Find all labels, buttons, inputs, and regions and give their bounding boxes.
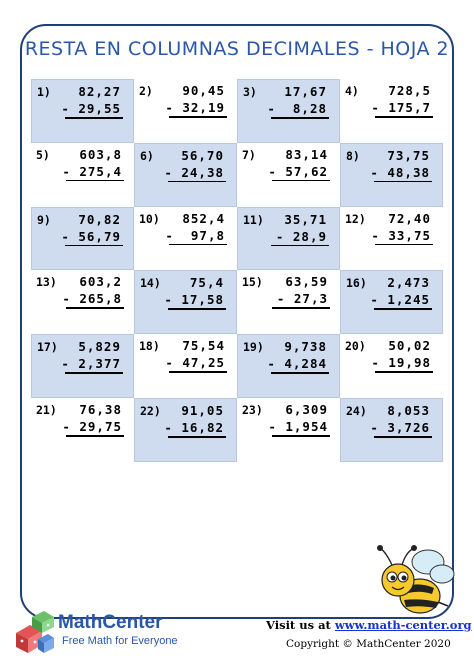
minuend: 82,27 xyxy=(78,84,121,99)
problem-cell xyxy=(340,79,443,143)
problem-number: 20) xyxy=(345,339,366,354)
answer-rule xyxy=(66,180,124,182)
problem-number: 15) xyxy=(242,275,263,290)
problem-cell xyxy=(237,143,340,207)
subtrahend: - 28,9 xyxy=(275,228,327,244)
minuend: 603,8 xyxy=(79,146,122,162)
problem-cell xyxy=(134,79,237,143)
problem-cell xyxy=(31,79,134,143)
subtrahend: - 4,284 xyxy=(267,356,327,372)
minuend: 75,4 xyxy=(189,275,224,291)
problem-number: 2) xyxy=(139,84,153,98)
problem-cell xyxy=(31,143,134,207)
problem-cell xyxy=(340,207,443,271)
minuend: 8,053 xyxy=(387,403,430,418)
minuend: 2,473 xyxy=(387,275,430,291)
minuend: 72,40 xyxy=(388,210,431,226)
problem-number: 8) xyxy=(346,148,360,163)
subtrahend: - 3,726 xyxy=(370,420,430,435)
minuend: 73,75 xyxy=(387,147,430,163)
answer-rule xyxy=(374,181,432,183)
minuend: 76,38 xyxy=(79,402,122,417)
problem-cell xyxy=(237,207,340,271)
answer-rule xyxy=(65,372,123,374)
minuend: 603,2 xyxy=(79,274,122,290)
minuend: 91,05 xyxy=(181,403,224,418)
subtrahend: - 29,55 xyxy=(61,101,121,116)
answer-rule xyxy=(374,436,432,438)
problem-number: 5) xyxy=(36,147,50,162)
answer-rule xyxy=(272,435,330,437)
answer-rule xyxy=(66,435,124,437)
answer-rule xyxy=(65,245,123,247)
minuend: 83,14 xyxy=(285,146,328,162)
answer-rule xyxy=(375,371,433,373)
answer-rule xyxy=(272,307,330,309)
answer-rule xyxy=(168,436,226,438)
problem-number: 4) xyxy=(345,84,359,98)
subtrahend: - 32,19 xyxy=(165,100,225,115)
problem-number: 21) xyxy=(36,403,57,417)
answer-rule xyxy=(374,308,432,310)
subtrahend: - 56,79 xyxy=(61,228,121,244)
minuend: 56,70 xyxy=(181,147,224,163)
subtrahend: - 48,38 xyxy=(370,164,430,180)
subtrahend: - 2,377 xyxy=(61,356,121,372)
subtrahend: - 275,4 xyxy=(62,163,122,179)
problem-cell xyxy=(134,270,237,334)
answer-rule xyxy=(169,371,227,373)
answer-rule xyxy=(271,117,329,119)
problem-number: 23) xyxy=(242,403,263,417)
problem-number: 19) xyxy=(243,340,264,355)
problem-number: 22) xyxy=(140,404,161,418)
problem-number: 7) xyxy=(242,147,256,162)
answer-rule xyxy=(65,117,123,119)
answer-rule xyxy=(169,116,227,118)
problem-number: 9) xyxy=(37,212,51,227)
minuend: 5,829 xyxy=(78,339,121,355)
minuend: 70,82 xyxy=(78,211,121,227)
minuend: 50,02 xyxy=(388,338,431,354)
problem-number: 16) xyxy=(346,276,367,291)
answer-rule xyxy=(66,307,124,309)
problem-number: 13) xyxy=(36,275,57,290)
bee-icon xyxy=(368,540,460,622)
copyright: Copyright © MathCenter 2020 xyxy=(286,638,451,650)
problem-cell xyxy=(31,207,134,271)
subtrahend: - 175,7 xyxy=(371,100,431,115)
subtrahend: - 24,38 xyxy=(164,164,224,180)
problem-cell xyxy=(237,79,340,143)
problem-cell xyxy=(31,270,134,334)
subtrahend: - 97,8 xyxy=(165,227,225,243)
dice-logo-icon xyxy=(10,611,54,655)
problem-number: 14) xyxy=(140,276,161,291)
answer-rule xyxy=(375,244,433,246)
subtrahend: - 19,98 xyxy=(371,355,431,371)
problem-number: 18) xyxy=(139,339,160,354)
subtrahend: - 8,28 xyxy=(267,101,327,116)
problem-cell xyxy=(340,334,443,398)
problem-number: 24) xyxy=(346,404,367,418)
subtrahend: - 1,245 xyxy=(370,292,430,308)
minuend: 728,5 xyxy=(388,83,431,98)
problem-cell xyxy=(237,270,340,334)
problem-grid xyxy=(31,79,443,462)
visit-prefix: Visit us at xyxy=(266,618,331,632)
subtrahend: - 27,3 xyxy=(276,291,328,307)
problem-cell xyxy=(340,270,443,334)
minuend: 852,4 xyxy=(182,210,225,226)
answer-rule xyxy=(375,116,433,118)
answer-rule xyxy=(169,244,227,246)
problem-number: 3) xyxy=(243,85,257,99)
minuend: 75,54 xyxy=(182,338,225,354)
problem-cell xyxy=(134,143,237,207)
subtrahend: - 16,82 xyxy=(164,420,224,435)
answer-rule xyxy=(272,180,330,182)
problem-cell xyxy=(31,334,134,398)
problem-number: 1) xyxy=(37,85,51,99)
problem-cell xyxy=(31,398,134,462)
problem-cell xyxy=(340,398,443,462)
subtrahend: - 33,75 xyxy=(371,227,431,243)
problem-number: 10) xyxy=(139,211,160,226)
problem-cell xyxy=(134,207,237,271)
minuend: 9,738 xyxy=(284,339,327,355)
problem-number: 6) xyxy=(140,148,154,163)
problem-cell xyxy=(134,334,237,398)
problem-number: 12) xyxy=(345,211,366,226)
brand-name: MathCenter xyxy=(58,612,163,633)
problem-cell xyxy=(134,398,237,462)
answer-rule xyxy=(271,245,329,247)
minuend: 90,45 xyxy=(182,83,225,98)
subtrahend: - 47,25 xyxy=(165,355,225,371)
minuend: 6,309 xyxy=(285,402,328,417)
page-title: RESTA EN COLUMNAS DECIMALES - HOJA 2 xyxy=(24,38,450,60)
minuend: 35,71 xyxy=(284,211,327,227)
answer-rule xyxy=(168,308,226,310)
answer-rule xyxy=(271,372,329,374)
minuend: 63,59 xyxy=(285,274,328,290)
problem-number: 17) xyxy=(37,340,58,355)
problem-cell xyxy=(237,398,340,462)
brand-tagline: Free Math for Everyone xyxy=(62,635,178,647)
problem-cell xyxy=(237,334,340,398)
problem-number: 11) xyxy=(243,212,264,227)
minuend: 17,67 xyxy=(284,84,327,99)
subtrahend: - 57,62 xyxy=(268,163,328,179)
subtrahend: - 1,954 xyxy=(268,419,328,434)
subtrahend: - 29,75 xyxy=(62,419,122,434)
subtrahend: - 265,8 xyxy=(62,291,122,307)
problem-cell xyxy=(340,143,443,207)
answer-rule xyxy=(168,181,226,183)
subtrahend: - 17,58 xyxy=(164,292,224,308)
website-link[interactable]: www.math-center.org xyxy=(334,618,472,632)
